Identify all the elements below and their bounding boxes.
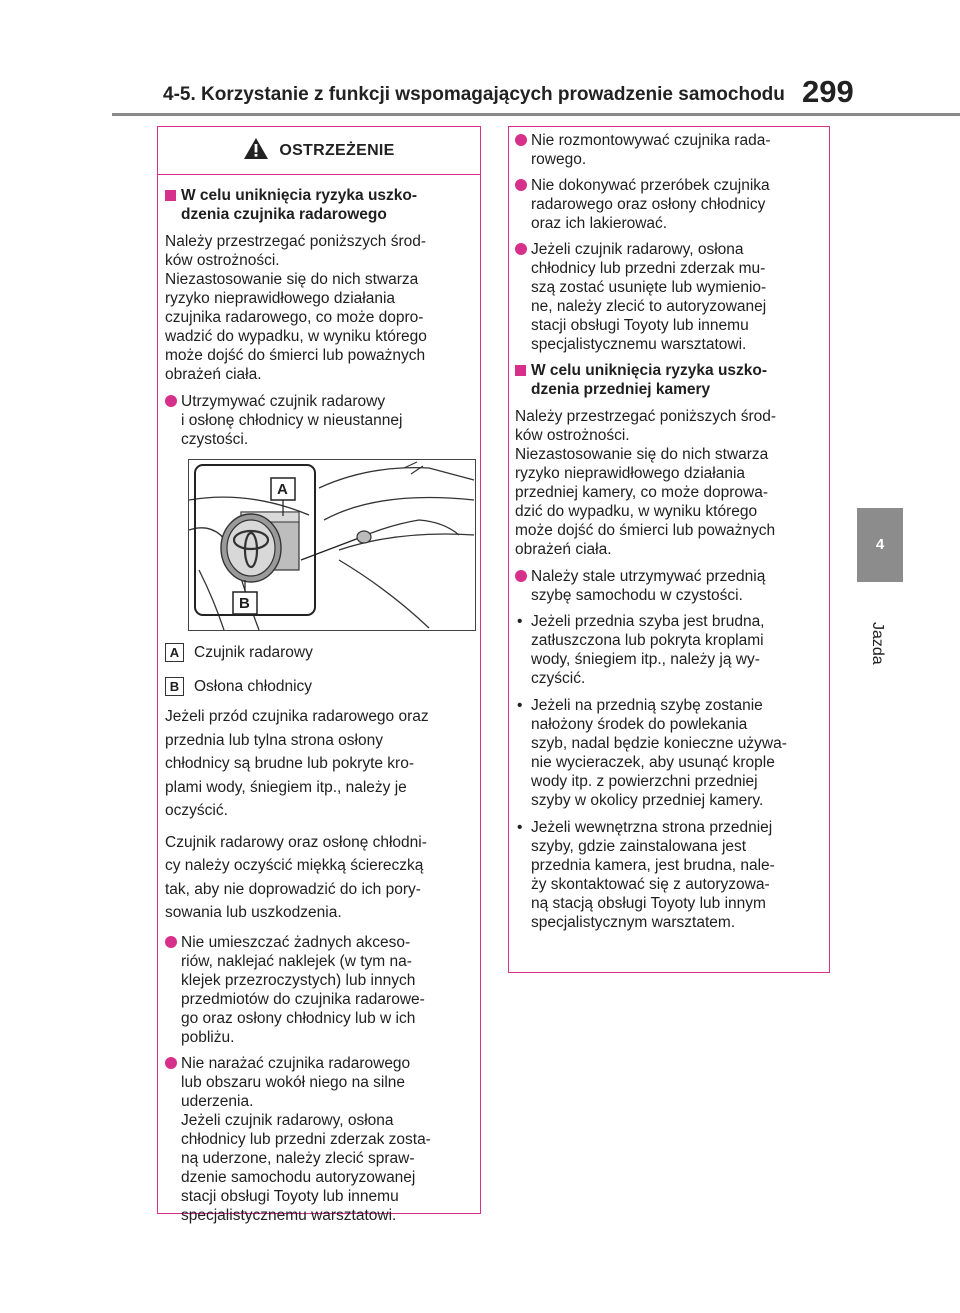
round-bullet-icon [165,395,177,407]
list-item [515,240,827,354]
round-bullet-icon [515,243,527,255]
warning-triangle-icon [243,137,269,165]
chapter-label: Jazda [869,622,886,665]
legend-key-b: B [165,677,184,696]
legend-item-b [165,675,477,697]
section-heading-radar [165,186,477,224]
dot-bullet-icon: • [517,613,523,630]
round-bullet-icon [515,134,527,146]
sub-list-item [515,818,827,932]
list-item-text: Nie umieszczać żadnych akceso- riów, naklejać naklejek (w tym na- klejek przezroczystych) lub innych przedmiotów do czujnika radarowe- go oraz osłony chłodnicy lub w ich pobliżu. [181,933,425,1046]
header-rule [112,113,960,116]
dot-bullet-icon: • [517,697,523,714]
radar-figure [188,459,476,631]
list-item [515,176,827,233]
round-bullet-icon [165,936,177,948]
radar-intro: Należy przestrzegać poniższych środ- ków ostrożności. Niezastosowanie się do nich stwarza ryzyko nieprawidłowego działania czujnika radarowego, co może dopro- wadzić do wypadku, w wyniku którego może dojść do śmierci lub poważnych obrażeń ciała. [165,233,427,383]
round-bullet-icon [515,179,527,191]
list-item-text: Nie rozmontowywać czujnika rada- rowego. [531,132,771,168]
sub-list-item [515,612,827,688]
warning-title: OSTRZEŻENIE [279,141,395,159]
sub-list-item [515,696,827,810]
legend-text-b: Osłona chłodnicy [194,677,313,695]
warning-header [158,127,480,175]
square-bullet-icon [165,190,176,201]
list-item-text: Należy stale utrzymywać przednią szybę samochodu w czystości. [531,568,766,604]
camera-intro: Należy przestrzegać poniższych środ- ków ostrożności. Niezastosowanie się do nich stwarza ryzyko nieprawidłowego działania przedniej kamery, co może doprowa- dzić do wypadku, w wyniku którego może dojść do śmierci lub poważnych obrażeń ciała. [515,408,777,558]
section-heading-camera [515,361,827,399]
right-column [515,131,827,940]
dot-bullet-icon: • [517,819,523,836]
sub-list-item-text: Jeżeli wewnętrzna strona przedniej szyby, gdzie zainstalowana jest przednia kamera, jest brudna, nale- ży skontaktować się z autoryzowa- ną stacją obsługi Toyoty lub innym specjalistycznym warsztatem. [531,819,775,931]
list-item-text: Nie narażać czujnika radarowego lub obszaru wokół niego na silne uderzenia. Jeżeli czujnik radarowy, osłona chłodnicy lub przedni zderzak zosta- ną uderzone, należy zlecić spraw- dzenie samochodu autoryzowanej stacji obsługi Toyoty lub innemu specjalistycznemu warsztatowi. [181,1054,431,1224]
list-item [165,392,477,449]
sub-list-item-text: Jeżeli na przednią szybę zostanie nałożony środek do powlekania szyb, nadal będzie konieczne używa- nie wycieraczek, aby usunąć krople wody itp. z powierzchni przedniej szyby w okolicy przedniej kamery. [531,697,787,809]
chapter-tab[interactable]: 4 [857,508,903,582]
list-item [165,933,477,1047]
list-item-text: Jeżeli czujnik radarowy, osłona chłodnicy lub przedni zderzak mu- szą zostać usunięte lub wymienio- ne, należy zlecić to autoryzowanej stacji obsługi Toyoty lub innemu specjalistycznemu warsztatowi. [531,241,767,353]
page-number: 299 [802,74,854,109]
round-bullet-icon [515,570,527,582]
legend-key-a: A [165,643,184,662]
car-front-illustration [189,460,475,630]
figure-label-b: B [239,595,250,612]
cleaning-paragraph: Jeżeli przód czujnika radarowego oraz przednia lub tylna strona osłony chłodnicy są brudne lub pokryte kro- plami wody, śniegiem itp., należy je oczyścić. [165,708,429,819]
section-heading-text: W celu uniknięcia ryzyka uszko- dzenia czujnika radarowego [181,187,418,223]
cleaning-method-paragraph: Czujnik radarowy oraz osłonę chłodni- cy należy oczyścić miękką ściereczką tak, aby nie doprowadzić do ich pory- sowania lub uszkodzenia. [165,833,427,921]
legend-item-a [165,641,477,663]
sub-list-item-text: Jeżeli przednia szyba jest brudna, zatłuszczona lub pokryta kroplami wody, śniegiem itp., należy ją wy- czyścić. [531,613,765,687]
list-item [165,1054,477,1225]
header-title: 4-5. Korzystanie z funkcji wspomagających prowadzenie samochodu [163,84,785,105]
section-heading-text: W celu uniknięcia ryzyka uszko- dzenia przedniej kamery [531,362,768,398]
square-bullet-icon [515,365,526,376]
list-item [515,567,827,605]
list-item-text: Nie dokonywać przeróbek czujnika radarowego oraz osłony chłodnicy oraz ich lakierować. [531,177,770,232]
list-item [515,131,827,169]
legend-text-a: Czujnik radarowy [194,643,313,661]
page-header [0,0,960,120]
left-column [165,186,477,1232]
list-item-text: Utrzymywać czujnik radarowy i osłonę chłodnicy w nieustannej czystości. [181,393,403,448]
round-bullet-icon [165,1057,177,1069]
figure-label-a: A [277,481,288,498]
